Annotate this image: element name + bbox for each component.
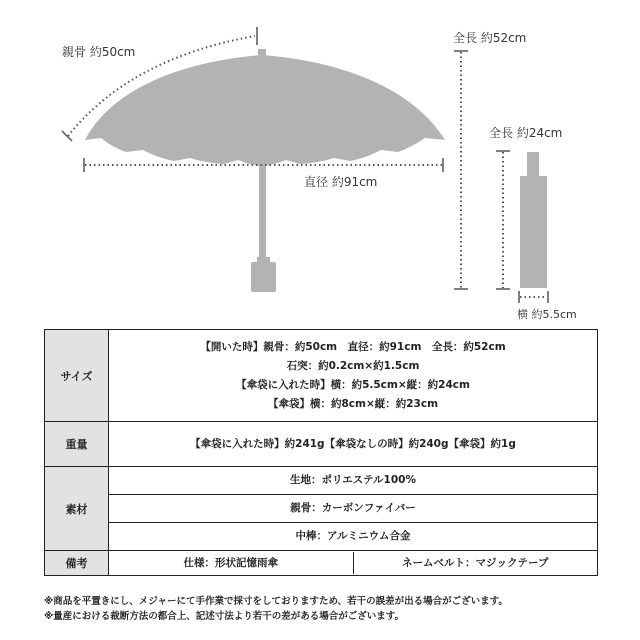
spec-row-size (45, 330, 598, 422)
material-shaft: 中棒：アルミニウム合金 (109, 522, 597, 550)
spec-row-remarks (45, 551, 598, 576)
closed-length-label: 全長 約24cm (489, 126, 563, 140)
footnote-production: ※量産における裁断方法の都合上、記述寸法より若干の差がある場合がございます。 (44, 611, 404, 622)
material-fabric: 生地：ポリエステル100% (290, 474, 416, 486)
umbrella-shaft (259, 163, 266, 265)
size-line-open: 【開いた時】親骨：約50cm 直径：約91cm 全長：約52cm (200, 340, 506, 353)
open-umbrella-canopy (85, 55, 445, 166)
material-rib: 親骨：カーボンファイバー (109, 494, 597, 522)
umbrella-top-tip (258, 49, 266, 57)
spec-row-material (45, 467, 598, 551)
spec-value-remarks (109, 551, 598, 576)
diameter-label: 直径 約91cm (304, 175, 378, 189)
spec-header-remarks: 備考 (45, 551, 109, 576)
rib-length-label: 親骨 約50cm (62, 45, 136, 59)
spec-header-size: サイズ (45, 330, 109, 422)
umbrella-handle-cap (257, 257, 270, 264)
spec-header-material: 素材 (45, 467, 109, 551)
spec-table (44, 329, 598, 576)
weight-line: 【傘袋に入れた時】約241g【傘袋なしの時】約240g【傘袋】約1g (190, 437, 516, 450)
closed-umbrella-body (520, 176, 547, 288)
open-length-label: 全長 約52cm (453, 31, 527, 45)
size-line-in-bag: 【傘袋に入れた時】横：約5.5cm×縦：約24cm (236, 378, 470, 391)
remark-name-belt: ネームベルト：マジックテープ (353, 552, 598, 574)
size-line-bag: 【傘袋】横：約8cm×縦：約23cm (267, 397, 439, 410)
spec-row-weight (45, 422, 598, 467)
spec-value-material (109, 467, 598, 551)
footnote-measurement: ※商品を平置きにし、メジャーにて手作業で採寸をしておりますため、若干の誤差が出る場合がございます。 (44, 596, 508, 607)
remark-spec: 仕様：形状記憶雨傘 (183, 557, 278, 569)
spec-value-weight (109, 422, 598, 467)
size-line-tip: 石突：約0.2cm×約1.5cm (286, 359, 420, 372)
closed-width-label: 横 約5.5cm (517, 308, 577, 321)
rib-dimension-end-left (62, 131, 72, 141)
closed-umbrella-tip (527, 152, 539, 178)
footnotes (44, 594, 624, 624)
spec-header-weight: 重量 (45, 422, 109, 467)
spec-value-size (109, 330, 598, 422)
umbrella-handle (251, 262, 276, 292)
